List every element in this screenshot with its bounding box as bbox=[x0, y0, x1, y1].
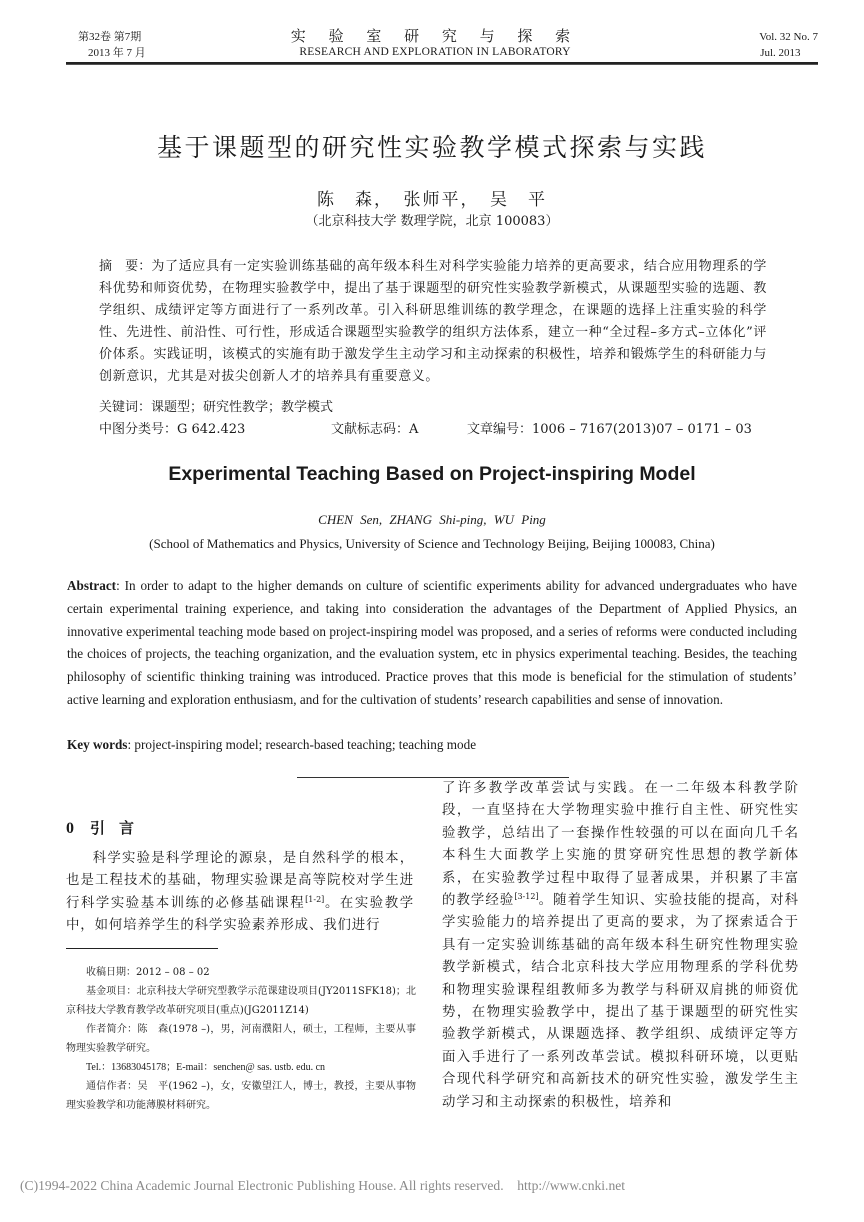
copyright-notice: (C)1994-2022 China Academic Journal Electronic Publishing House. All rights reserved. http://www.cnki.net bbox=[20, 1178, 626, 1193]
header-rule bbox=[66, 62, 818, 65]
header-issue-en bbox=[759, 29, 818, 61]
section-title: 引言 bbox=[90, 819, 149, 837]
keywords-cn bbox=[99, 397, 333, 419]
body-column-left bbox=[66, 848, 414, 938]
footnote-fund: 基金项目：北京科技大学研究型教学示范课建设项目(JY2011SFK18)；北京科技大学教育教学改革研究项目(重点)(JG2011Z14) bbox=[66, 986, 416, 1016]
abstract-en-text: : In order to adapt to the higher demands on culture of scientific experiments ability for advanced undergraduates who have certain experimental training experience, and taking into consideration the advantages of the Department of Applied Physics, an innovative experimental teaching mode based on project-inspiring model was proposed, and a series of reforms were conducted including the choices of projects, the teaching organization, and the evaluation system, etc in physics experimental teaching. Besides, the teaching philosophy of scientific thinking training was introduced. Practice proves that this mode is beneficial for the stimulation of students’ active learning and exploration enthusiasm, and for the cultivation of students’ research capabilities and sense of innovation. bbox=[67, 578, 797, 707]
affiliation-en: (School of Mathematics and Physics, University of Science and Technology Beijing, Beijing 100083, China) bbox=[149, 536, 715, 551]
journal-name-en: RESEARCH AND EXPLORATION IN LABORATORY bbox=[299, 46, 571, 58]
document-code: 文献标志码：A bbox=[331, 422, 419, 437]
footnote-author-bio: 作者简介：陈 森(1978 –)，男，河南濮阳人，硕士，工程师，主要从事物理实验教学研究。 bbox=[66, 1024, 416, 1054]
authors-en: CHEN Sen, ZHANG Shi-ping, WU Ping bbox=[318, 512, 546, 527]
footnote-rule bbox=[66, 948, 218, 949]
body-text: 科学实验是科学理论的源泉，是自然科学的根本，也是工程技术的基础，物理实验课是高等院校对学生进行科学实验基本训练的必修基础课程 bbox=[66, 851, 414, 911]
paper-title-cn: 基于课题型的研究性实验教学模式探索与实践 bbox=[156, 133, 707, 162]
section-heading bbox=[66, 817, 148, 838]
keywords-en-label: Key words bbox=[67, 737, 128, 752]
abstract-en bbox=[67, 575, 797, 712]
clc-number: 中图分类号：G 642.423 bbox=[99, 422, 246, 437]
section-number: 0 bbox=[66, 820, 74, 837]
paper-title-en: Experimental Teaching Based on Project-inspiring Model bbox=[168, 463, 696, 485]
header-journal bbox=[250, 27, 620, 60]
footnotes bbox=[66, 963, 416, 1115]
abstract-cn bbox=[99, 256, 767, 388]
footnote-received: 收稿日期：2012 – 08 – 02 bbox=[86, 967, 210, 978]
footnote-contact: Tel.：13683045178；E-mail：senchen@ sas. ustb. edu. cn bbox=[86, 1062, 326, 1073]
classification-row bbox=[99, 419, 752, 441]
body-paragraph bbox=[442, 778, 799, 1114]
citation: [1-2] bbox=[305, 894, 325, 904]
citation: [3-12] bbox=[514, 892, 539, 902]
body-text: 。随着学生知识、实验技能的提高，对科学实验能力的培养提出了更高的要求，为了探索适合于具有一定实验训练基础的高年级本科生研究性物理实验教学新模式，结合北京科技大学应用物理系的学科优势和物理实验课程组教师多为教学与科研双肩挑的师资优势，在物理实验教学中，提出了基于课题型的研究性实验教学新模式，从课题选择、教学组织、成绩评定等方面入手进行了一系列改革尝试。模拟科研环境，以更贴合现代科学研究和高新技术的研究性实验，激发学生主动学习和主动探索的积极性，培养和 bbox=[442, 893, 799, 1110]
header-issue-cn bbox=[78, 29, 146, 61]
body-column-right bbox=[442, 778, 799, 1114]
keywords-cn-label: 关键词： bbox=[99, 400, 152, 415]
header-date-en: Jul. 2013 bbox=[760, 47, 801, 59]
article-number: 文章编号：1006 – 7167(2013)07 – 0171 – 03 bbox=[467, 422, 752, 437]
authors-cn: 陈 森， 张师平， 吴 平 bbox=[317, 190, 547, 210]
affiliation-cn: （北京科技大学 数理学院，北京 100083） bbox=[305, 214, 559, 229]
abstract-cn-label: 摘 要： bbox=[99, 259, 152, 274]
header-volume-en: Vol. 32 No. 7 bbox=[759, 31, 818, 43]
journal-name-cn: 实 验 室 研 究 与 探 索 bbox=[290, 27, 580, 45]
body-text: 了许多教学改革尝试与实践。在一二年级本科教学阶段，一直坚持在大学物理实验中推行自主性、研究性实验教学，总结出了一套操作性较强的可以在面向几千名本科生大面教学上实施的贯穿研究性思想的教学新体系，在实验教学过程中取得了显著成果，并积累了丰富的教学经验 bbox=[442, 781, 799, 909]
body-paragraph bbox=[66, 848, 414, 938]
keywords-en-text: : project-inspiring model; research-based teaching; teaching mode bbox=[127, 737, 477, 752]
abstract-cn-text: 为了适应具有一定实验训练基础的高年级本科生对科学实验能力培养的更高要求，结合应用物理系的学科优势和师资优势，在物理实验教学中，提出了基于课题型的研究性实验教学新模式，从课题型实验的选题、教学组织、成绩评定等方面进行了一系列改革。引入科研思维训练的教学理念，在课题的选择上注重实验的科学性、先进性、前沿性、可行性，形成适合课题型实验教学的组织方法体系，建立一种“全过程–多方式–立体化”评价体系。实践证明，该模式的实施有助于激发学生主动学习和主动探索的积极性，培养和锻炼学生的科研能力与创新意识，尤其是对拔尖创新人才的培养具有重要意义。 bbox=[99, 259, 767, 384]
header-date-cn: 2013 年 7 月 bbox=[88, 47, 146, 59]
keywords-cn-text: 课题型；研究性教学；教学模式 bbox=[151, 400, 334, 415]
abstract-en-label: Abstract bbox=[67, 578, 117, 593]
keywords-en bbox=[67, 734, 476, 756]
header-volume-cn: 第32卷 第7期 bbox=[78, 31, 142, 43]
footnote-corresponding: 通信作者：吴 平(1962 –)，女，安徽望江人，博士，教授，主要从事物理实验教学和功能薄膜材料研究。 bbox=[66, 1081, 416, 1111]
body-text: 。在实验教学中，如何培养学生的科学实验素养形成、我们进行 bbox=[66, 895, 414, 934]
